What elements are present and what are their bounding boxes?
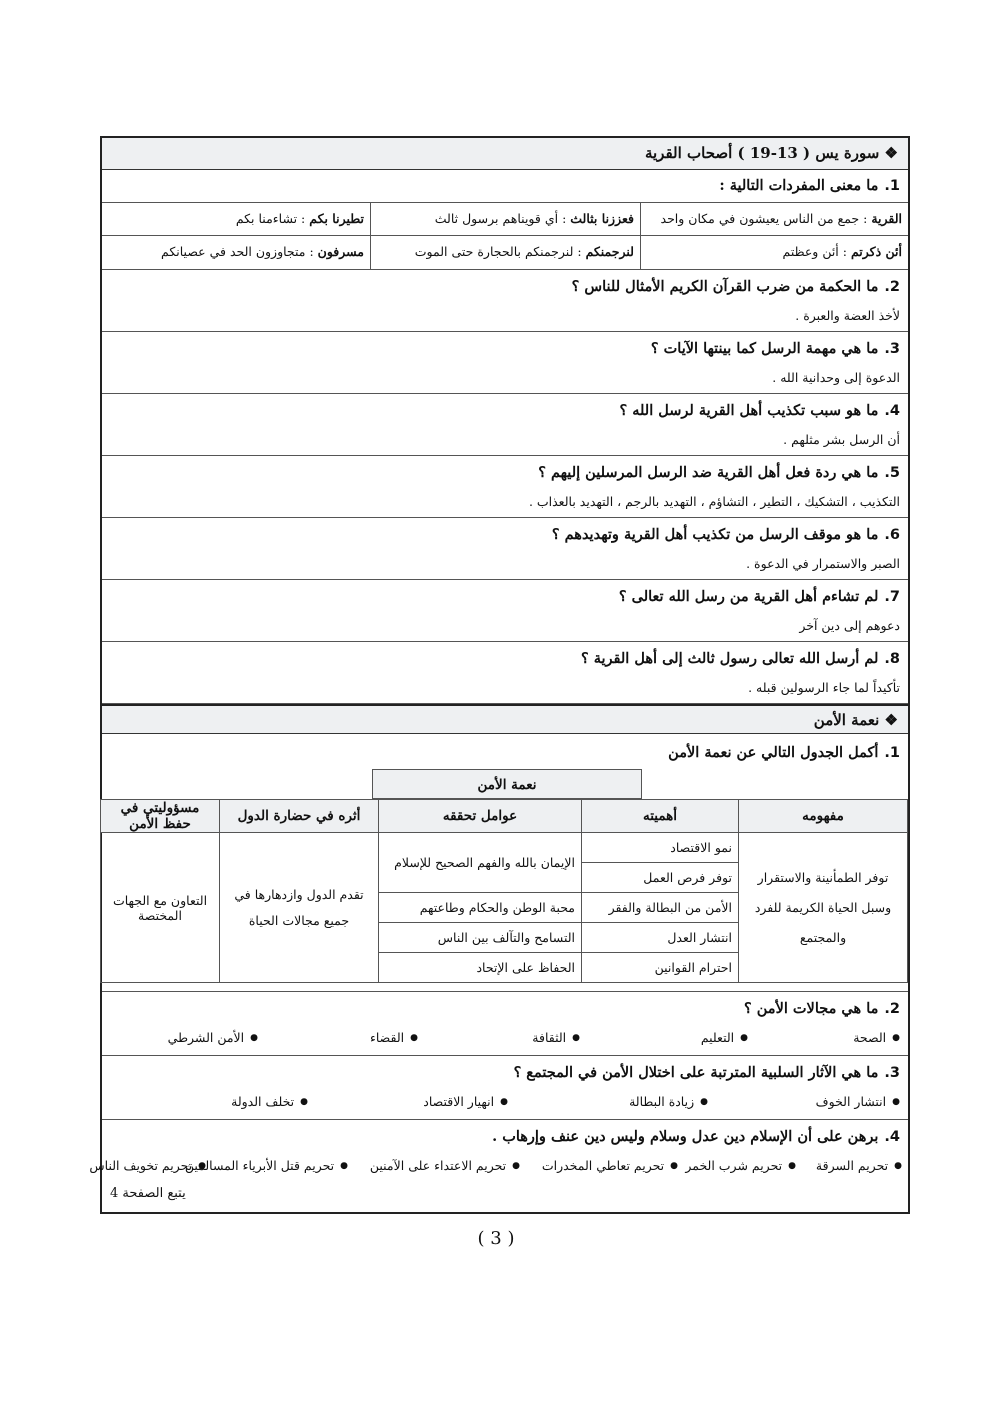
question-block: 4.برهن على أن الإسلام دين عدل وسلام وليس دين عنف وإرهاب . ● تحريم السرقة ● تحريم شرب الخمر ● تحريم تعاطي المخدرات ● تحريم الاعتداء على الآمنين ● تحريم قتل الأبرياء المسالمين ● تحريم تخويف الناس يتبع الصفحة 4	[102, 1120, 908, 1214]
continue-note: يتبع الصفحة 4	[110, 1186, 186, 1201]
question-text: لم أرسل الله تعالى رسول ثالث إلى أهل القرية ؟	[580, 650, 879, 667]
list-item: ● الأمن الشرطي	[168, 1030, 258, 1045]
table-cell: توفر الطمأنينة والاستقرار وسبل الحياة الكريمة للفرد والمجتمع	[739, 833, 908, 983]
answer-text: دعوهم إلى دين آخر	[799, 618, 900, 633]
section-title: سورة يس ( 13-19 ) أصحاب القرية	[644, 144, 880, 162]
question-text: ما هو سبب تكذيب أهل القرية لرسل الله ؟	[619, 402, 879, 419]
question-block: 6.ما هو موقف الرسل من تكذيب أهل القرية وتهديدهم ؟ الصبر والاستمرار في الدعوة .	[102, 518, 908, 580]
table-cell: نمو الاقتصاد	[582, 833, 739, 863]
star-icon: ❖	[884, 711, 898, 729]
question-block: 4.ما هو سبب تكذيب أهل القرية لرسل الله ؟ أن الرسل بشر مثلهم .	[102, 394, 908, 456]
answer-text: الدعوة إلى وحدانية الله .	[772, 370, 900, 385]
list-item: ● تحريم الاعتداء على الآمنين	[370, 1158, 520, 1173]
table-block: 1.أكمل الجدول التالي عن نعمة الأمن نعمة الأمن مفهومه أهميته عوامل تحققه أثره في حضارة الدول مسؤوليتي في حفظ الأمن توفر الطمأنينة والاستقرار وسبل الحياة الكريمة للفرد والمجتمع نمو الاقتصاد الإيمان بالله والفهم الصحيح للإسلام تقدم الدول وازدهارها في جميع مجالات الحياة التعاون مع الجهات المختصة توفر فرص العمل الأمن من البطالة والفقر محبة الوطن والحكام وطاعتهم انتشار العدل التسامح والتآلف بين الناس احترام القوانين الحفاظ على الإتحاد	[102, 734, 908, 992]
list-item: ● القضاء	[370, 1030, 418, 1045]
security-table	[100, 799, 908, 983]
column-header: مسؤوليتي في حفظ الأمن	[101, 800, 220, 833]
question-text: أكمل الجدول التالي عن نعمة الأمن	[668, 744, 879, 761]
column-header: أثره في حضارة الدول	[220, 800, 379, 833]
table-caption: نعمة الأمن	[372, 769, 642, 799]
list-item: ● التعليم	[701, 1030, 748, 1045]
table-cell: احترام القوانين	[582, 953, 739, 983]
column-header: مفهومه	[739, 800, 908, 833]
question-text: ما الحكمة من ضرب القرآن الكريم الأمثال للناس ؟	[571, 278, 879, 295]
table-cell: الإيمان بالله والفهم الصحيح للإسلام	[379, 833, 582, 893]
list-item: ● انهيار الاقتصاد	[423, 1094, 508, 1109]
table-cell: انتشار العدل	[582, 923, 739, 953]
question-text: ما هي مهمة الرسل كما بينتها الآيات ؟	[650, 340, 879, 357]
list-item: ● تحريم شرب الخمر	[685, 1158, 796, 1173]
question-block: 5.ما هي ردة فعل أهل القرية ضد الرسل المرسلين إليهم ؟ التكذيب ، التشكيك ، التطير ، التشاؤم ، التهديد بالرجم ، التهديد بالعذاب .	[102, 456, 908, 518]
answer-text: أن الرسل بشر مثلهم .	[783, 432, 900, 447]
question-text: ما هي الآثار السلبية المترتبة على اختلال الأمن في المجتمع ؟	[513, 1064, 879, 1081]
worksheet	[89, 136, 910, 1214]
vocab-cell: لنرجمنكم : لنرجمنكم بالحجارة حتى الموت	[370, 236, 640, 270]
section-header	[102, 138, 908, 170]
list-item: ● الثقافة	[532, 1030, 580, 1045]
question-block: 8.لم أرسل الله تعالى رسول ثالث إلى أهل القرية ؟ تأكيداً لما جاء الرسولين قبله .	[102, 642, 908, 704]
answer-text: تأكيداً لما جاء الرسولين قبله .	[748, 680, 900, 695]
table-cell: التسامح والتآلف بين الناس	[379, 923, 582, 953]
list-item: ● زيادة البطالة	[629, 1094, 708, 1109]
table-cell: محبة الوطن والحكام وطاعتهم	[379, 893, 582, 923]
section-title: نعمة الأمن	[813, 711, 880, 729]
page-number: ( 3 )	[477, 1228, 515, 1249]
column-header: عوامل تحققه	[379, 800, 582, 833]
table-cell: الحفاظ على الإتحاد	[379, 953, 582, 983]
vocab-cell: فعززنا بثالث : أي قويناهم برسول ثالث	[370, 203, 640, 236]
question-row: 1.ما معنى المفردات التالية :	[102, 170, 908, 203]
answer-text: لأخذ العضة والعبرة .	[795, 308, 900, 323]
question-text: ما معنى المفردات التالية :	[719, 177, 879, 194]
question-block: 2.ما هي مجالات الأمن ؟ ● الصحة ● التعليم ● الثقافة ● القضاء ● الأمن الشرطي	[102, 992, 908, 1056]
answer-text: التكذيب ، التشكيك ، التطير ، التشاؤم ، التهديد بالرجم ، التهديد بالعذاب .	[528, 494, 900, 509]
list-item: ● انتشار الخوف	[816, 1094, 900, 1109]
question-text: ما هو موقف الرسل من تكذيب أهل القرية وتهديدهم ؟	[551, 526, 879, 543]
list-item: ● تحريم تعاطي المخدرات	[542, 1158, 678, 1173]
list-item: ● تحريم تخويف الناس	[89, 1158, 206, 1173]
question-text: ما هي مجالات الأمن ؟	[744, 1000, 879, 1017]
list-item: ● الصحة	[853, 1030, 900, 1045]
list-item: ● تخلف الدولة	[231, 1094, 308, 1109]
star-icon: ❖	[884, 144, 898, 162]
column-header: أهميته	[582, 800, 739, 833]
list-item: ● تحريم السرقة	[816, 1158, 902, 1173]
question-block: 2.ما الحكمة من ضرب القرآن الكريم الأمثال للناس ؟ لأخذ العضة والعبرة .	[102, 270, 908, 332]
question-text: برهن على أن الإسلام دين عدل وسلام وليس دين عنف وإرهاب .	[492, 1128, 879, 1145]
vocab-row	[102, 236, 908, 270]
answer-text: الصبر والاستمرار في الدعوة .	[746, 556, 900, 571]
question-block: 3.ما هي الآثار السلبية المترتبة على اختلال الأمن في المجتمع ؟ ● انتشار الخوف ● زيادة البطالة ● انهيار الاقتصاد ● تخلف الدولة	[102, 1056, 908, 1120]
table-cell: الأمن من البطالة والفقر	[582, 893, 739, 923]
question-block: 3.ما هي مهمة الرسل كما بينتها الآيات ؟ الدعوة إلى وحدانية الله .	[102, 332, 908, 394]
question-block: 7.لم تشاءم أهل القرية من رسل الله تعالى ؟ دعوهم إلى دين آخر	[102, 580, 908, 642]
table-cell: توفر فرص العمل	[582, 863, 739, 893]
list-item: ● تحريم قتل الأبرياء المسالمين	[185, 1158, 348, 1173]
vocab-cell: تطيرنا بكم : تشاءمنا بكم	[235, 211, 364, 226]
question-text: ما هي ردة فعل أهل القرية ضد الرسل المرسلين إليهم ؟	[538, 464, 879, 481]
vocab-cell: أئن ذكرتم : أئن وعظتم	[640, 236, 908, 270]
table-cell: تقدم الدول وازدهارها في جميع مجالات الحياة	[220, 833, 379, 983]
vocab-cell: مسرفون : متجاوزون الحد في عصيانكم	[161, 244, 364, 259]
section-header	[102, 704, 908, 734]
vocab-row	[102, 203, 908, 236]
table-cell: التعاون مع الجهات المختصة	[101, 833, 220, 983]
question-text: لم تشاءم أهل القرية من رسل الله تعالى ؟	[618, 588, 879, 605]
vocab-cell: القرية : جمع من الناس يعيشون في مكان واحد	[640, 203, 908, 236]
